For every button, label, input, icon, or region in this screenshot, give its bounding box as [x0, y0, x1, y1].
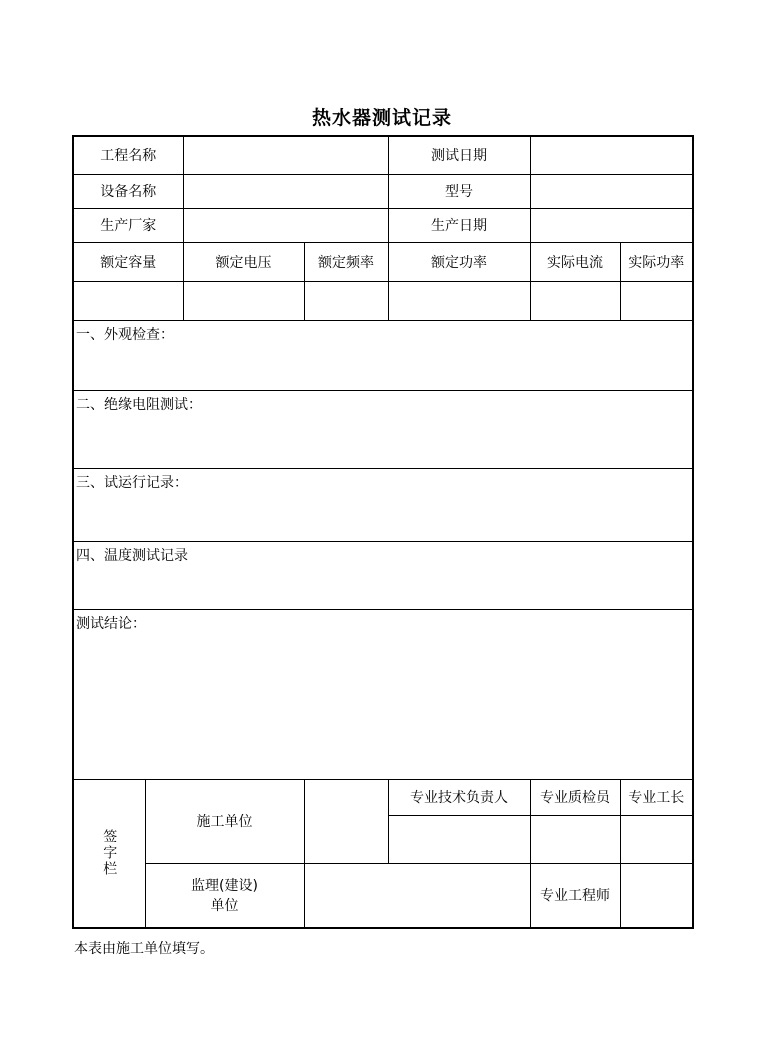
supervision-unit-line2: 单位: [210, 898, 239, 915]
model-label: 型号: [388, 174, 530, 208]
production-date-label: 生产日期: [388, 208, 530, 242]
supervision-unit-field[interactable]: [304, 863, 530, 928]
rated-frequency-label: 额定频率: [304, 242, 388, 281]
construction-unit-label: 施工单位: [145, 779, 304, 863]
engineer-label: 专业工程师: [530, 863, 620, 928]
rated-capacity-label: 额定容量: [73, 242, 183, 281]
supervision-unit-line1: 监理(建设): [191, 878, 258, 895]
appearance-check-section[interactable]: 一、外观检查：: [73, 320, 693, 390]
construction-unit-field[interactable]: [304, 779, 388, 863]
temperature-test-section[interactable]: 四、温度测试记录: [73, 541, 693, 609]
project-name-label: 工程名称: [73, 136, 183, 174]
supervision-unit-label: [145, 863, 304, 928]
footer-note: 本表由施工单位填写。: [74, 941, 214, 957]
test-conclusion-section[interactable]: 测试结论：: [73, 609, 693, 779]
quality-inspector-signature-field[interactable]: [530, 815, 620, 863]
model-field[interactable]: [530, 174, 693, 208]
form-title: 热水器测试记录: [311, 107, 452, 129]
tech-lead-label: 专业技术负责人: [388, 779, 530, 815]
foreman-label: 专业工长: [620, 779, 693, 815]
actual-current-label: 实际电流: [530, 242, 620, 281]
actual-current-value[interactable]: [530, 281, 620, 320]
actual-power-label: 实际功率: [620, 242, 693, 281]
rated-voltage-value[interactable]: [183, 281, 304, 320]
production-date-field[interactable]: [530, 208, 693, 242]
rated-voltage-label: 额定电压: [183, 242, 304, 281]
test-date-field[interactable]: [530, 136, 693, 174]
project-name-field[interactable]: [183, 136, 388, 174]
rated-capacity-value[interactable]: [73, 281, 183, 320]
device-name-field[interactable]: [183, 174, 388, 208]
engineer-signature-field[interactable]: [620, 863, 693, 928]
insulation-test-section[interactable]: 二、绝缘电阻测试：: [73, 390, 693, 468]
rated-power-value[interactable]: [388, 281, 530, 320]
foreman-signature-field[interactable]: [620, 815, 693, 863]
test-date-label: 测试日期: [388, 136, 530, 174]
manufacturer-field[interactable]: [183, 208, 388, 242]
tech-lead-signature-field[interactable]: [388, 815, 530, 863]
manufacturer-label: 生产厂家: [73, 208, 183, 242]
trial-run-section[interactable]: 三、试运行记录：: [73, 468, 693, 541]
actual-power-value[interactable]: [620, 281, 693, 320]
quality-inspector-label: 专业质检员: [530, 779, 620, 815]
rated-power-label: 额定功率: [388, 242, 530, 281]
test-record-table: [72, 135, 694, 929]
device-name-label: 设备名称: [73, 174, 183, 208]
rated-frequency-value[interactable]: [304, 281, 388, 320]
signature-column-text: 签字栏: [101, 829, 118, 878]
signature-column-label: [73, 779, 145, 928]
